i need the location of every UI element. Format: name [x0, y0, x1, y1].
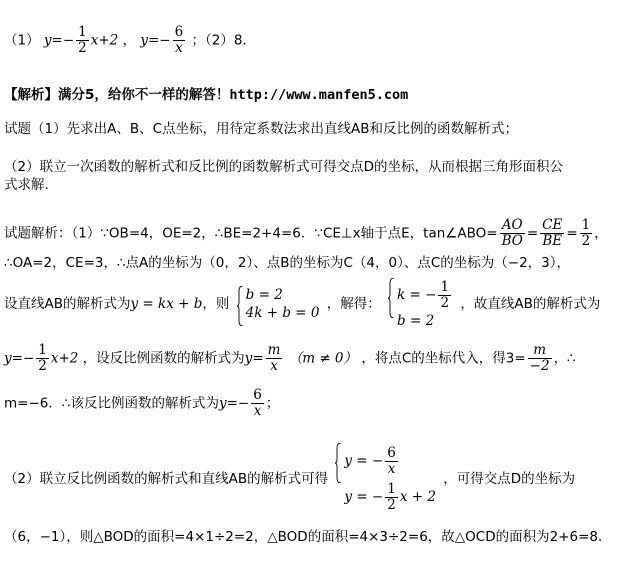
sol-l4-rest: x+2 [50, 350, 79, 367]
equation-system-3 [335, 443, 436, 515]
answer-part1-prefix: （1） [4, 32, 40, 49]
sol-l3-eq: y = kx + b [130, 296, 203, 312]
eq2-eq: =− [148, 32, 171, 49]
frac-half-num: 1 [581, 217, 591, 233]
sol-l1-eq1: = [526, 225, 539, 242]
eq2-lhs: y [140, 32, 148, 49]
sys3-r2-lhs: y = − [344, 489, 384, 505]
answer-line [4, 25, 256, 56]
sol-l5-eq: =− [226, 395, 250, 412]
sol-l4-den2: x [270, 358, 278, 374]
eq1-num: 1 [78, 24, 87, 40]
sol-l4-num2: m [267, 342, 281, 358]
site-link[interactable]: http://www.manfen5.com [229, 87, 409, 103]
eq1-fraction [76, 25, 89, 56]
solution-line-2: ∴OA=2，CE=3，∴点A的坐标为（0，2）、点B的坐标为C（4，0）、点C的坐标为（−2，3）， [4, 255, 571, 271]
sys3-r1-lhs: y = − [344, 453, 384, 469]
eq2-den: x [175, 40, 183, 56]
sys3-r2-num: 1 [387, 481, 396, 497]
frac-half-den: 2 [581, 233, 591, 249]
frac-bo-den: BO [501, 233, 523, 249]
frac-be-den: BE [542, 233, 563, 249]
eq1-rest: x+2 [90, 32, 119, 49]
sys3-r2-den: 2 [387, 497, 396, 513]
frac-ao-bo [500, 218, 525, 249]
frac-ce-be [540, 218, 564, 249]
sol-l1-end: ， [594, 225, 608, 242]
sol-l4-den: 2 [38, 358, 47, 374]
hint-line-1: 试题（1）先求出A、B、C点坐标，用待定系数法求出直线AB和反比例的函数解析式； [4, 121, 519, 137]
sol-l1-eq2: = [566, 225, 578, 242]
sol-l3-then: ，则 [202, 296, 230, 312]
eq2-num: 6 [174, 24, 184, 40]
eq1-lhs: y [43, 32, 52, 49]
sys2-row-1 [397, 278, 453, 312]
solution-line-4 [4, 343, 576, 374]
sol-l5-num: 6 [253, 387, 262, 403]
sol-l4-fraction3 [528, 343, 552, 374]
final-line: （6，−1），则△BOD的面积=4×1÷2=2，△BOD的面积=4×3÷2=6，故△OCD的面积为2+6=8． [4, 529, 612, 545]
eq1-den: 2 [78, 40, 87, 56]
part2-line [4, 443, 575, 515]
sys3-r1-fraction [385, 446, 398, 477]
sol-l4-fraction2 [266, 343, 283, 374]
sol-l4-end: ，∴ [553, 350, 576, 367]
sol-l4-cond: （m ≠ 0） [288, 350, 358, 367]
sol-l5-text: m=−6．∴该反比例函数的解析式为 [4, 395, 219, 412]
sys1-row-2: 4k + b = 0 [245, 305, 320, 321]
sys3-r2-rest: x + 2 [399, 489, 436, 505]
sol-l4-text2: ，将点C的坐标代入，得3= [361, 350, 526, 367]
sol-l5-den: x [253, 403, 262, 419]
eq1-eq: =− [51, 32, 75, 49]
solution-line-1 [4, 218, 608, 249]
sys3-r1-den: x [387, 461, 396, 477]
p2-text: （2）联立反比例函数的解析式和直线AB的解析式可得 [4, 471, 329, 487]
sys3-r2-fraction [385, 482, 398, 513]
sys2-row-2: b = 2 [397, 313, 435, 329]
analysis-label: 【解析】满分5，给你不一样的解答！ [4, 87, 230, 103]
equation-system-2 [388, 278, 453, 330]
sol-l4-text1: ，设反比例函数的解析式为 [82, 350, 245, 367]
sys3-row-1 [344, 443, 436, 479]
sol-l1-text: 试题解析：（1）∵OB=4，OE=2，∴BE=2+4=6．∵CE⊥x轴于点E，tan∠ABO= [4, 225, 498, 242]
analysis-header [4, 86, 408, 104]
sys2-den: 2 [440, 295, 450, 311]
hint-line-2a: （2）联立一次函数的解析式和反比例的函数解析式可得交点D的坐标，从而根据三角形面积公 [4, 159, 563, 175]
sys1-row-1: b = 2 [245, 287, 283, 303]
sol-l5-y: y [218, 395, 227, 412]
sol-l4-num: 1 [38, 342, 47, 358]
sol-l4-num3: m [528, 343, 552, 359]
answer-sep1: ， [122, 32, 137, 49]
brace-icon [388, 278, 395, 318]
answer-sep2: ；（2）8． [191, 32, 256, 49]
frac-ce-num: CE [542, 217, 563, 233]
sys2-fraction [438, 280, 451, 311]
sol-l3-prefix: 设直线AB的解析式为 [4, 296, 131, 312]
solution-line-3 [4, 278, 600, 330]
solution-line-5 [4, 388, 279, 419]
sol-l4-y: y [4, 350, 12, 367]
sol-l3-end: ，故直线AB的解析式为 [460, 296, 601, 312]
frac-half [580, 218, 593, 249]
frac-ao-num: AO [500, 218, 525, 234]
sys3-r1-num: 6 [387, 445, 396, 461]
sys2-row1-lhs: k = − [397, 287, 437, 303]
eq2-fraction [173, 25, 186, 56]
sol-l3-solve: ，解得： [326, 296, 381, 312]
brace-icon [335, 443, 342, 483]
brace-icon [237, 286, 244, 326]
sol-l4-y2: y [244, 350, 253, 367]
sys3-row-2 [344, 479, 436, 515]
sol-l4-eq2: = [252, 350, 264, 367]
hint-line-2b: 式求解． [4, 177, 58, 193]
sol-l4-den3: −2 [529, 358, 550, 374]
sol-l4-eq: =− [11, 350, 35, 367]
equation-system-1 [237, 286, 320, 322]
sol-l4-fraction [36, 343, 49, 374]
p2-end: ，可得交点D的坐标为 [443, 471, 576, 487]
sys2-num: 1 [440, 279, 450, 295]
sol-l5-end: ； [265, 395, 280, 412]
sol-l5-fraction [251, 388, 264, 419]
